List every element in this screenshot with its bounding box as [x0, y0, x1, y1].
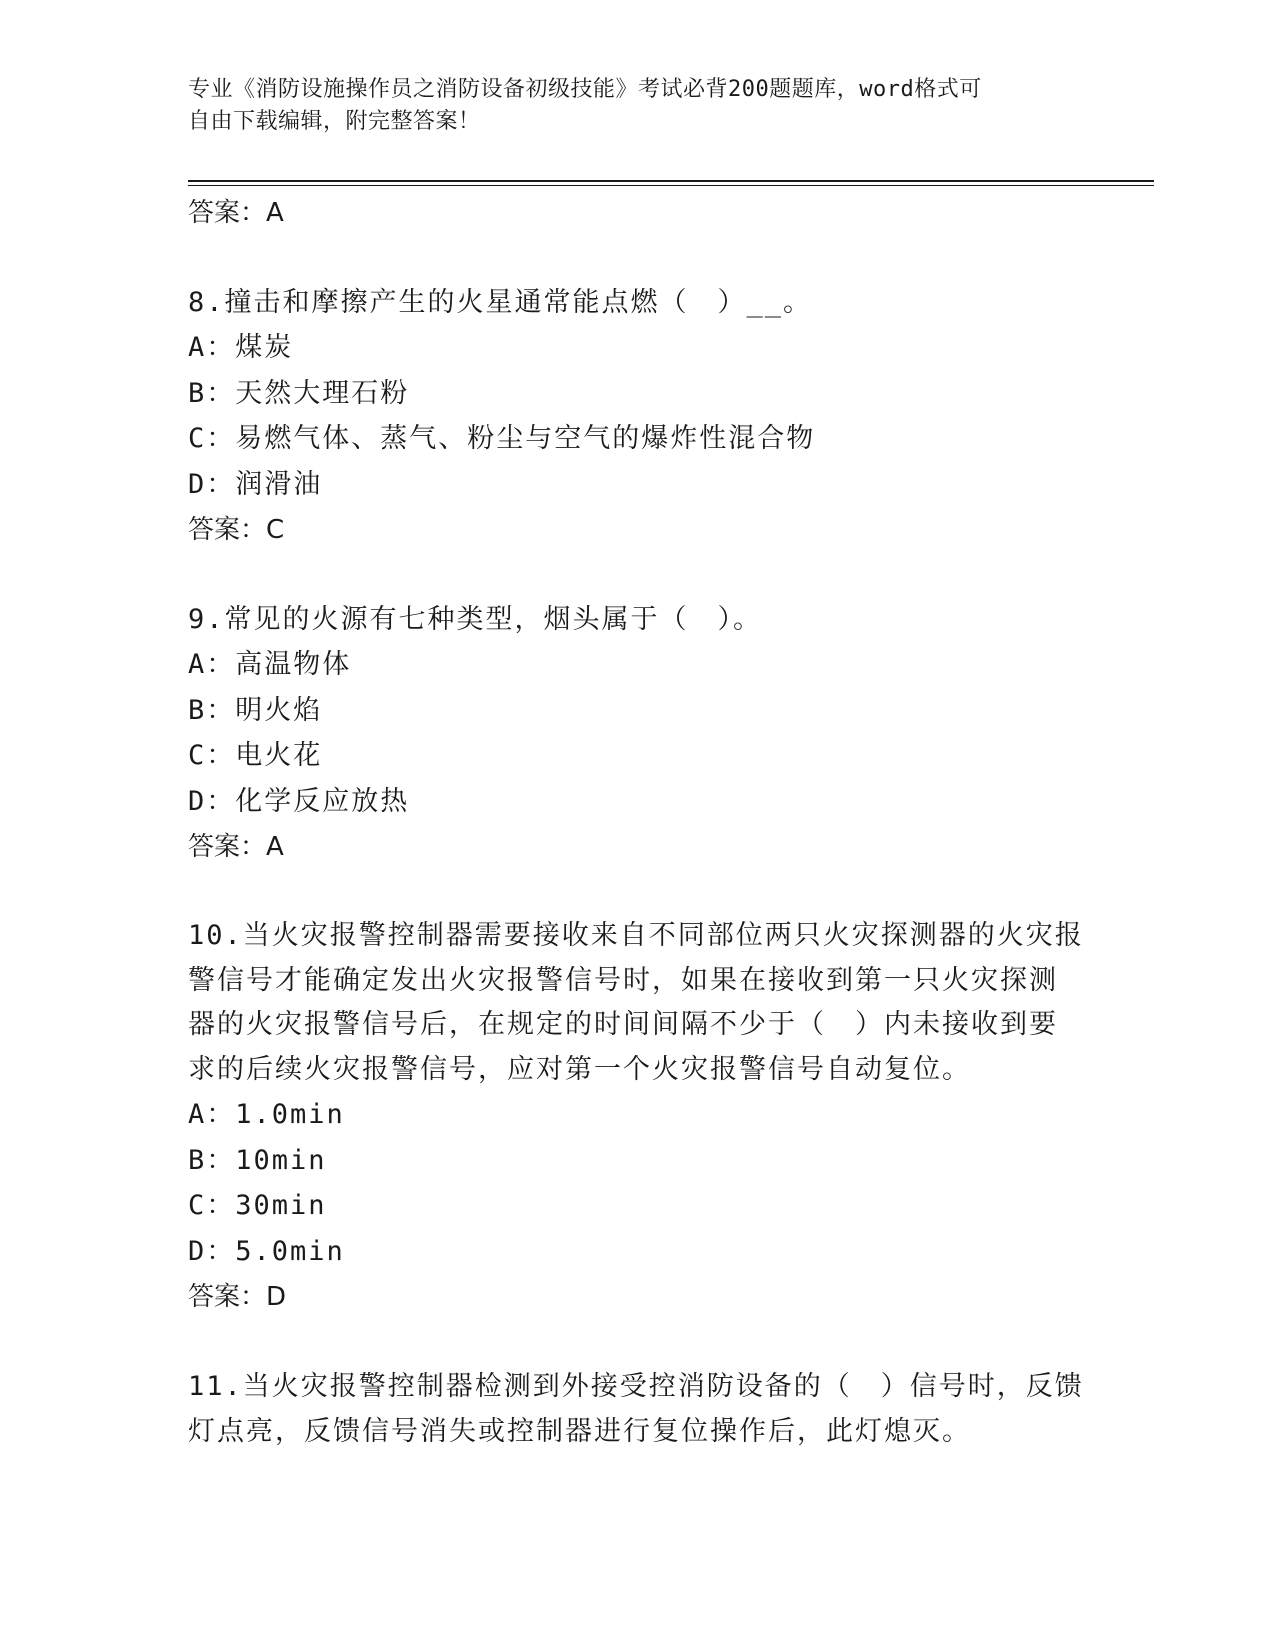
document-header — [188, 74, 1088, 138]
header-line-1: 专业《消防设施操作员之消防设备初级技能》考试必背200题题库，word格式可 — [188, 77, 982, 102]
question-text-line-3: 器的火灾报警信号后，在规定的时间间隔不少于（ ）内未接收到要 — [188, 1009, 1058, 1040]
question-10 — [188, 914, 1088, 1320]
option-a: A：1.0min — [188, 1099, 345, 1130]
question-list — [188, 190, 1088, 1454]
option-b: B：天然大理石粉 — [188, 377, 410, 409]
question-text-line-4: 求的后续火灾报警信号，应对第一个火灾报警信号自动复位。 — [188, 1053, 971, 1085]
option-d: D：润滑油 — [188, 468, 323, 500]
option-d: D：5.0min — [188, 1235, 345, 1267]
question-text-line-2: 灯点亮，反馈信号消失或控制器进行复位操作后，此灯熄灭。 — [188, 1416, 971, 1447]
option-c: C：电火花 — [188, 740, 323, 771]
option-d: D：化学反应放热 — [188, 785, 410, 817]
header-rule-thin — [188, 185, 1154, 186]
header-line-2: 自由下载编辑，附完整答案！ — [188, 109, 481, 134]
option-a: A：煤炭 — [188, 332, 294, 363]
question-11 — [188, 1364, 1088, 1454]
option-c: C：30min — [188, 1190, 327, 1221]
previous-answer: 答案：A — [188, 198, 284, 228]
option-c: C：易燃气体、蒸气、粉尘与空气的爆炸性混合物 — [188, 423, 816, 454]
question-text: 8.撞击和摩擦产生的火星通常能点燃（ ）__。 — [188, 287, 813, 318]
option-b: B：10min — [188, 1144, 327, 1176]
answer-line: 答案：C — [188, 515, 285, 545]
header-rule-thick — [188, 180, 1154, 182]
option-a: A：高温物体 — [188, 649, 352, 680]
option-b: B：明火焰 — [188, 694, 323, 726]
answer-line: 答案：A — [188, 832, 284, 862]
question-9 — [188, 597, 1088, 870]
question-8 — [188, 280, 1088, 553]
question-text: 9.常见的火源有七种类型，烟头属于（ ）。 — [188, 604, 763, 635]
question-text-line-1: 11.当火灾报警控制器检测到外接受控消防设备的（ ）信号时，反馈 — [188, 1371, 1084, 1402]
question-text-line-2: 警信号才能确定发出火灾报警信号时，如果在接收到第一只火灾探测 — [188, 964, 1058, 996]
answer-line: 答案：D — [188, 1282, 287, 1312]
question-text-line-1: 10.当火灾报警控制器需要接收来自不同部位两只火灾探测器的火灾报 — [188, 920, 1084, 951]
